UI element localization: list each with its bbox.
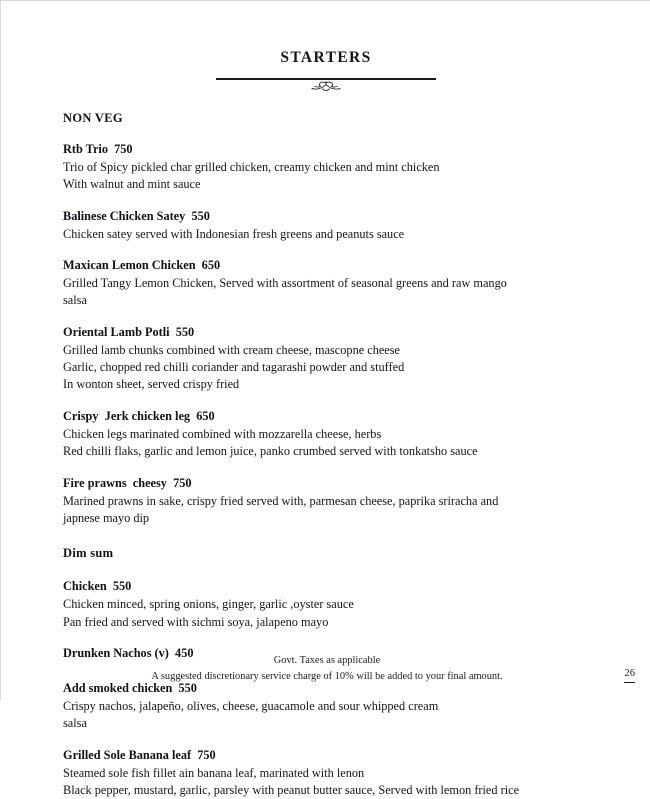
menu-item-description-line: Chicken minced, spring onions, ginger, garlic ,oyster sauce (63, 597, 354, 612)
menu-item-name: Balinese Chicken Satey 550 (63, 208, 210, 223)
title-divider (216, 78, 436, 94)
menu-item-name: Rtb Trio 750 (63, 142, 133, 156)
tax-note: Govt. Taxes as applicable (273, 655, 381, 666)
menu-item-description-line: Grilled Tangy Lemon Chicken, Served with assortment of seasonal greens and raw mango (63, 275, 507, 290)
menu-item-name: Chicken 550 (63, 579, 132, 594)
menu-item-description-line: With walnut and mint sauce (63, 177, 201, 192)
fleuron-ornament (303, 80, 349, 94)
menu-item-name: Grilled Sole Banana leaf 750 (63, 747, 216, 762)
menu-item-description-line: Red chilli flaks, garlic and lemon juice, panko crumbed served with tonkatsho sauce (63, 444, 478, 459)
menu-item (63, 324, 591, 394)
page-title: STARTERS (280, 49, 372, 66)
menu-item-description-line: Grilled lamb chunks combined with cream cheese, mascopne cheese (63, 342, 401, 357)
menu-item (63, 408, 591, 461)
menu-item-description-line: Chicken satey served with Indonesian fresh greens and peanuts sauce (63, 226, 405, 241)
menu-item-description-line: Trio of Spicy pickled char grilled chicken, creamy chicken and mint chicken (63, 159, 440, 174)
menu-item-name: Maxican Lemon Chicken 650 (63, 258, 221, 273)
menu-item-description-line: salsa (63, 716, 87, 731)
menu-item-description-line: Steamed sole fish fillet ain banana leaf, marinated with lenon (63, 765, 365, 780)
menu-item-name: Crispy Jerk chicken leg 650 (63, 408, 215, 423)
menu-item (63, 257, 591, 310)
menu-item-description-line: Pan fried and served with sichmi soya, jalapeno mayo (63, 614, 329, 629)
menu-item-description-line: Crispy nachos, jalapeño, olives, cheese, guacamole and sour whipped cream (63, 698, 439, 713)
service-charge-note: A suggested discretionary service charge of 10% will be added to your final amount. (151, 671, 503, 683)
menu-item (63, 475, 591, 528)
menu-item (63, 208, 591, 243)
section-heading: Dim sum (63, 546, 114, 561)
menu-page (1, 1, 650, 797)
menu-item (63, 747, 591, 799)
menu-item-name: Oriental Lamb Potli 550 (63, 324, 195, 339)
menu-item (63, 680, 591, 733)
page-number: 26 (624, 668, 635, 683)
menu-item (63, 141, 591, 194)
menu-item-description-line: In wonton sheet, served crispy fried (63, 377, 240, 392)
menu-item-description-line: Marined prawns in sake, crispy fried served with, parmesan cheese, paprika sriracha and (63, 493, 499, 508)
menu-item-name: Drunken Nachos (v) 450 (63, 646, 194, 661)
menu-content (63, 111, 591, 799)
menu-header (1, 1, 650, 94)
section-heading: NON VEG (63, 111, 123, 125)
menu-item-name: Add smoked chicken 550 (63, 680, 197, 695)
menu-item-description-line: Garlic, chopped red chilli coriander and tagarashi powder and stuffed (63, 360, 405, 375)
menu-item-name: Fire prawns cheesy 750 (63, 475, 192, 490)
menu-item-description-line: japnese mayo dip (63, 510, 150, 525)
menu-footer (63, 653, 591, 685)
menu-section-non-veg (63, 111, 591, 527)
menu-item-description-line: Black pepper, mustard, garlic, parsley with peanut butter sauce, Served with lemon fried rice (63, 782, 520, 797)
menu-item-description-line: salsa (63, 293, 87, 308)
menu-item-description-line: Chicken legs marinated combined with mozzarella cheese, herbs (63, 426, 382, 441)
menu-item (63, 578, 591, 631)
